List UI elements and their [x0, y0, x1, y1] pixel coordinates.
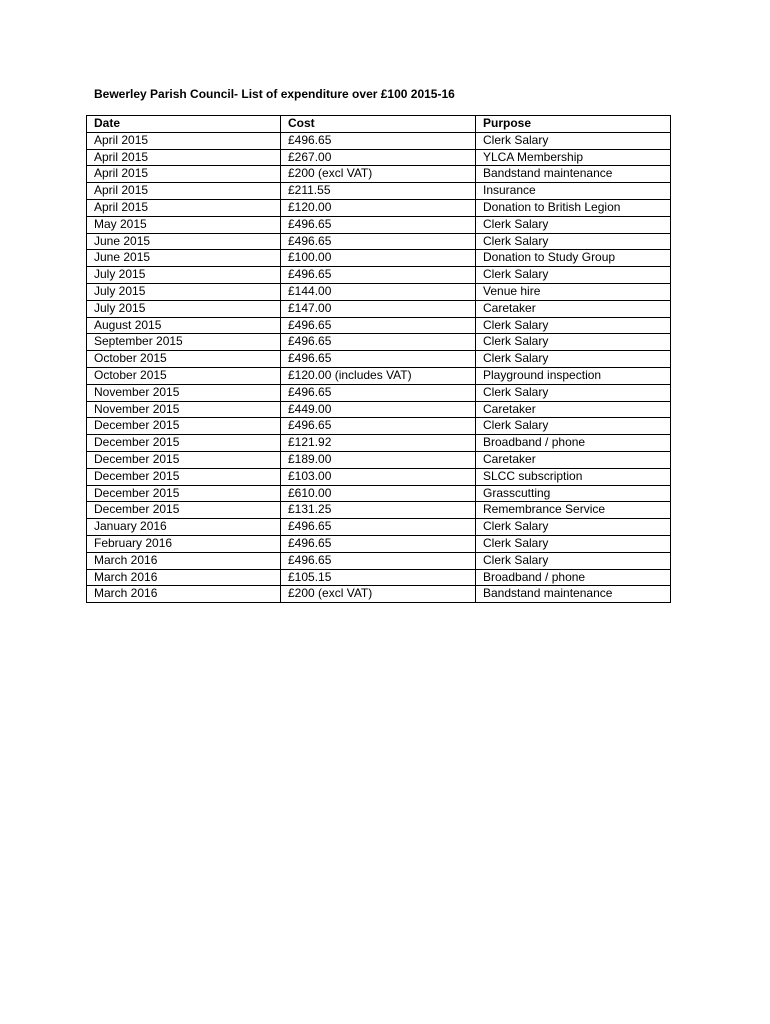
date-cell: April 2015: [87, 132, 281, 149]
date-cell: December 2015: [87, 468, 281, 485]
cost-cell: £610.00: [281, 485, 476, 502]
date-cell: November 2015: [87, 401, 281, 418]
table-row: [87, 334, 671, 351]
table-row: [87, 351, 671, 368]
table-row: [87, 451, 671, 468]
date-cell: November 2015: [87, 384, 281, 401]
table-row: [87, 166, 671, 183]
cost-cell: £496.65: [281, 216, 476, 233]
table-body: [87, 132, 671, 602]
purpose-cell: Clerk Salary: [476, 216, 671, 233]
cost-cell: £496.65: [281, 535, 476, 552]
purpose-cell: Bandstand maintenance: [476, 586, 671, 603]
date-cell: April 2015: [87, 166, 281, 183]
date-cell: October 2015: [87, 351, 281, 368]
table-row: [87, 267, 671, 284]
cost-cell: £496.65: [281, 519, 476, 536]
cost-cell: £267.00: [281, 149, 476, 166]
date-cell: February 2016: [87, 535, 281, 552]
purpose-cell: Donation to British Legion: [476, 199, 671, 216]
purpose-cell: Clerk Salary: [476, 317, 671, 334]
purpose-cell: SLCC subscription: [476, 468, 671, 485]
header-date: Date: [87, 116, 281, 133]
purpose-cell: Remembrance Service: [476, 502, 671, 519]
purpose-cell: Clerk Salary: [476, 384, 671, 401]
purpose-cell: Caretaker: [476, 401, 671, 418]
date-cell: October 2015: [87, 367, 281, 384]
date-cell: June 2015: [87, 250, 281, 267]
purpose-cell: Clerk Salary: [476, 132, 671, 149]
date-cell: July 2015: [87, 283, 281, 300]
purpose-cell: YLCA Membership: [476, 149, 671, 166]
header-purpose: Purpose: [476, 116, 671, 133]
purpose-cell: Clerk Salary: [476, 334, 671, 351]
cost-cell: £144.00: [281, 283, 476, 300]
table-row: [87, 569, 671, 586]
date-cell: March 2016: [87, 586, 281, 603]
cost-cell: £449.00: [281, 401, 476, 418]
date-cell: March 2016: [87, 552, 281, 569]
table-row: [87, 502, 671, 519]
cost-cell: £131.25: [281, 502, 476, 519]
purpose-cell: Broadband / phone: [476, 569, 671, 586]
date-cell: January 2016: [87, 519, 281, 536]
date-cell: April 2015: [87, 149, 281, 166]
page-title: Bewerley Parish Council- List of expenditure over £100 2015-16: [94, 87, 455, 101]
table-row: [87, 367, 671, 384]
date-cell: August 2015: [87, 317, 281, 334]
header-cost: Cost: [281, 116, 476, 133]
table-header-row: [87, 116, 671, 133]
table-row: [87, 418, 671, 435]
cost-cell: £496.65: [281, 233, 476, 250]
purpose-cell: Playground inspection: [476, 367, 671, 384]
cost-cell: £105.15: [281, 569, 476, 586]
table-row: [87, 183, 671, 200]
cost-cell: £211.55: [281, 183, 476, 200]
purpose-cell: Donation to Study Group: [476, 250, 671, 267]
date-cell: May 2015: [87, 216, 281, 233]
cost-cell: £100.00: [281, 250, 476, 267]
date-cell: December 2015: [87, 451, 281, 468]
date-cell: September 2015: [87, 334, 281, 351]
purpose-cell: Clerk Salary: [476, 233, 671, 250]
cost-cell: £496.65: [281, 418, 476, 435]
date-cell: December 2015: [87, 485, 281, 502]
cost-cell: £200 (excl VAT): [281, 166, 476, 183]
cost-cell: £147.00: [281, 300, 476, 317]
purpose-cell: Bandstand maintenance: [476, 166, 671, 183]
date-cell: December 2015: [87, 502, 281, 519]
date-cell: December 2015: [87, 418, 281, 435]
purpose-cell: Grasscutting: [476, 485, 671, 502]
table-row: [87, 552, 671, 569]
cost-cell: £120.00 (includes VAT): [281, 367, 476, 384]
table-row: [87, 384, 671, 401]
date-cell: July 2015: [87, 300, 281, 317]
table-row: [87, 485, 671, 502]
cost-cell: £496.65: [281, 384, 476, 401]
table-row: [87, 233, 671, 250]
cost-cell: £120.00: [281, 199, 476, 216]
purpose-cell: Broadband / phone: [476, 435, 671, 452]
cost-cell: £496.65: [281, 334, 476, 351]
purpose-cell: Clerk Salary: [476, 351, 671, 368]
table-row: [87, 216, 671, 233]
cost-cell: £496.65: [281, 552, 476, 569]
date-cell: April 2015: [87, 183, 281, 200]
purpose-cell: Venue hire: [476, 283, 671, 300]
purpose-cell: Clerk Salary: [476, 552, 671, 569]
date-cell: March 2016: [87, 569, 281, 586]
purpose-cell: Clerk Salary: [476, 535, 671, 552]
table-row: [87, 317, 671, 334]
table-row: [87, 250, 671, 267]
date-cell: April 2015: [87, 199, 281, 216]
cost-cell: £189.00: [281, 451, 476, 468]
cost-cell: £496.65: [281, 351, 476, 368]
purpose-cell: Caretaker: [476, 300, 671, 317]
purpose-cell: Clerk Salary: [476, 267, 671, 284]
table-row: [87, 468, 671, 485]
table-row: [87, 283, 671, 300]
purpose-cell: Clerk Salary: [476, 519, 671, 536]
cost-cell: £103.00: [281, 468, 476, 485]
cost-cell: £496.65: [281, 132, 476, 149]
table-row: [87, 401, 671, 418]
date-cell: July 2015: [87, 267, 281, 284]
date-cell: December 2015: [87, 435, 281, 452]
cost-cell: £496.65: [281, 267, 476, 284]
cost-cell: £200 (excl VAT): [281, 586, 476, 603]
table-row: [87, 149, 671, 166]
table-row: [87, 300, 671, 317]
table-row: [87, 199, 671, 216]
table-row: [87, 535, 671, 552]
table-row: [87, 435, 671, 452]
purpose-cell: Insurance: [476, 183, 671, 200]
table-row: [87, 586, 671, 603]
date-cell: June 2015: [87, 233, 281, 250]
cost-cell: £121.92: [281, 435, 476, 452]
table-row: [87, 519, 671, 536]
cost-cell: £496.65: [281, 317, 476, 334]
purpose-cell: Caretaker: [476, 451, 671, 468]
purpose-cell: Clerk Salary: [476, 418, 671, 435]
expenditure-table: [86, 115, 671, 603]
table-row: [87, 132, 671, 149]
